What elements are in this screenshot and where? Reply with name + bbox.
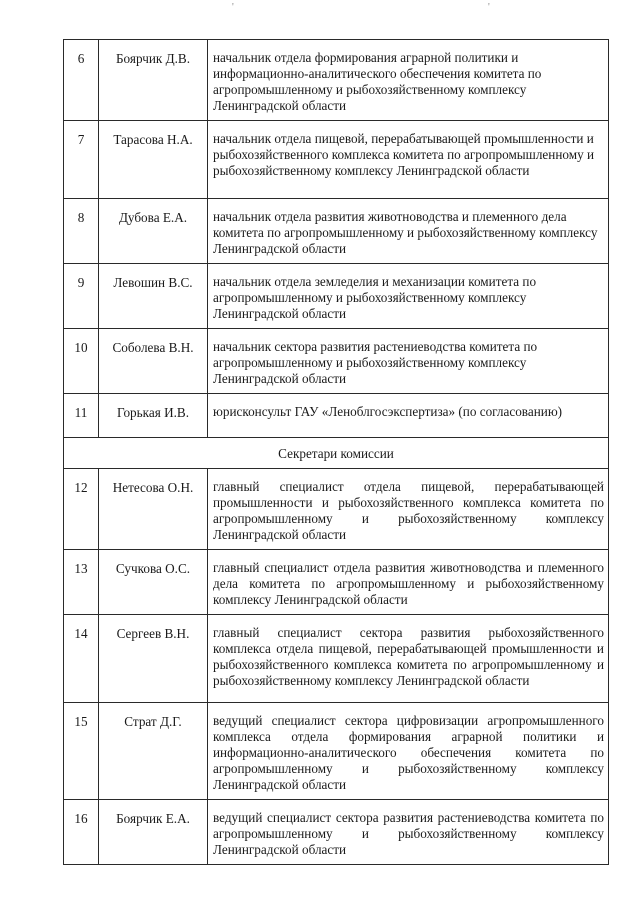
row-number: 10 — [74, 340, 88, 355]
scan-mark: ' — [488, 2, 490, 13]
member-name: Сергеев В.Н. — [116, 626, 190, 641]
table-row — [64, 394, 609, 438]
member-role: начальник отдела развития животноводства и племенного дела комитета по агропромышленному и рыбохозяйственному комплексу Ленинградской области — [213, 209, 598, 256]
member-name: Дубова Е.А. — [118, 210, 188, 225]
member-role: юрисконсульт ГАУ «Леноблгосэкспертиза» (по согласованию) — [213, 404, 563, 419]
table-row — [64, 469, 609, 550]
section-title: Секретари комиссии — [64, 438, 609, 469]
member-role: начальник отдела земледелия и механизации комитета по агропромышленному и рыбохозяйственному комплексу Ленинградской области — [213, 274, 537, 321]
table-row — [64, 615, 609, 703]
table-row — [64, 329, 609, 394]
scan-margin-marks — [0, 0, 640, 40]
member-name: Боярчик Д.В. — [115, 51, 191, 66]
member-name: Сучкова О.С. — [115, 561, 191, 576]
row-number: 7 — [77, 132, 85, 147]
member-role: ведущий специалист сектора цифровизации агропромышленного комплекса отдела формирования аграрной политики и информационно-аналитического обеспечения комитета по агропромышленному и рыбохозяйственному комплексу Ленинградской области — [213, 713, 604, 792]
row-number: 14 — [74, 626, 88, 641]
member-name: Горькая И.В. — [116, 405, 189, 420]
row-number: 12 — [74, 480, 88, 495]
member-role: ведущий специалист сектора развития растениеводства комитета по агропромышленному и рыбохозяйственному комплексу Ленинградской области — [213, 810, 604, 857]
row-number: 6 — [77, 51, 85, 66]
member-role: начальник сектора развития растениеводства комитета по агропромышленному и рыбохозяйственному комплексу Ленинградской области — [213, 339, 538, 386]
member-name: Нетесова О.Н. — [112, 480, 194, 495]
commission-table — [63, 39, 609, 865]
table-row — [64, 121, 609, 199]
table-row — [64, 800, 609, 865]
member-role: главный специалист отдела пищевой, перерабатывающей промышленности и рыбохозяйственного комплекса комитета по агропромышленному и рыбохозяйственному комплексу Ленинградской области — [213, 479, 604, 542]
scan-mark: ' — [232, 2, 234, 13]
row-number: 13 — [74, 561, 88, 576]
row-number: 11 — [74, 405, 88, 420]
row-number: 8 — [77, 210, 85, 225]
member-name: Тарасова Н.А. — [113, 132, 193, 147]
table-row — [64, 550, 609, 615]
member-name: Левошин В.С. — [113, 275, 193, 290]
row-number: 15 — [74, 714, 88, 729]
member-name: Соболева В.Н. — [112, 340, 194, 355]
member-role: главный специалист сектора развития рыбохозяйственного комплекса отдела пищевой, перерабатывающей промышленности и рыбохозяйственного комплекса комитета по агропромышленному и рыбохозяйственному комплексу Ленинградской области — [213, 625, 604, 688]
member-role: начальник отдела формирования аграрной политики и информационно-аналитического обеспечения комитета по агропромышленному и рыбохозяйственному комплексу Ленинградской области — [213, 50, 542, 113]
table-row — [64, 703, 609, 800]
member-name: Боярчик Е.А. — [116, 811, 190, 826]
row-number: 16 — [74, 811, 88, 826]
member-name: Страт Д.Г. — [124, 714, 182, 729]
table-row — [64, 199, 609, 264]
table-row — [64, 40, 609, 121]
member-role: начальник отдела пищевой, перерабатывающей промышленности и рыбохозяйственного комплекса комитета по агропромышленному и рыбохозяйственному комплексу Ленинградской области — [213, 131, 595, 178]
member-role: главный специалист отдела развития животноводства и племенного дела комитета по агропромышленному и рыбохозяйственному комплексу Ленинградской области — [213, 560, 604, 607]
section-row — [64, 438, 609, 469]
table-row — [64, 264, 609, 329]
row-number: 9 — [77, 275, 85, 290]
